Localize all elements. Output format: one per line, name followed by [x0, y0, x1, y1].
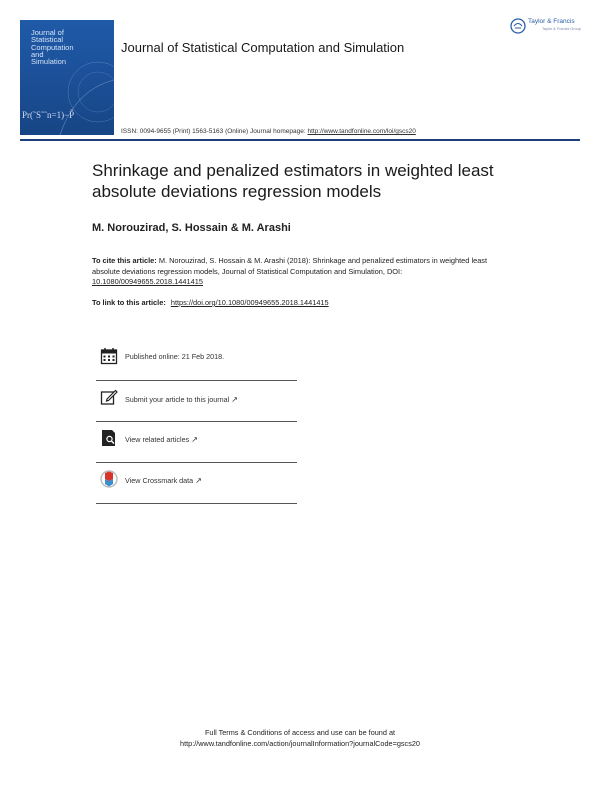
- publisher-logo-text: Taylor & Francis: [528, 18, 575, 25]
- article-doi-link[interactable]: https://doi.org/10.1080/00949655.2018.1441415: [170, 298, 329, 307]
- cover-title-line: Computation: [31, 42, 74, 52]
- external-link-icon: ↗: [195, 476, 202, 485]
- cover-title: [31, 29, 111, 65]
- submit-article-link[interactable]: [96, 381, 297, 422]
- journal-title: Journal of Statistical Computation and Simulation: [121, 40, 405, 55]
- footer-terms-text: Full Terms & Conditions of access and use can be found at: [204, 728, 396, 737]
- submit-article-text: Submit your article to this journal: [125, 395, 230, 404]
- publisher-logo-icon: [510, 18, 526, 34]
- cite-doi-link[interactable]: 10.1080/00949655.2018.1441415: [92, 277, 203, 287]
- cover-title-line: and: [31, 49, 44, 59]
- published-online-item: [96, 340, 297, 381]
- cite-text: M. Norouzirad, S. Hossain & M. Arashi (2018): Shrinkage and penalized estimators in weighted least absolute deviations regression models, Journal of Statistical Computation and Simulation, DOI:: [92, 256, 488, 276]
- cover-title-line: Statistical: [31, 35, 64, 45]
- link-label: To link to this article:: [92, 298, 166, 307]
- journal-homepage-link[interactable]: http://www.tandfonline.com/loi/gscs20: [307, 128, 416, 135]
- external-link-icon: ↗: [191, 435, 198, 444]
- cover-title-line: Simulation: [31, 57, 67, 67]
- external-link-icon: ↗: [231, 395, 238, 404]
- journal-cover-image: [20, 20, 114, 135]
- related-articles-text: View related articles: [125, 435, 190, 444]
- calendar-icon: [100, 347, 118, 365]
- issn-text: ISSN: 0094-9655 (Print) 1563-5163 (Online) Journal homepage:: [121, 128, 306, 135]
- issn-line: [121, 128, 416, 135]
- crossmark-label: [125, 476, 202, 485]
- crossmark-icon: [100, 470, 118, 488]
- cover-formula: Pr(˜S˜˜n=1)−P̃: [22, 110, 75, 120]
- edit-icon: [100, 388, 118, 406]
- related-articles-label: [125, 435, 198, 444]
- document-search-icon: [100, 429, 118, 447]
- citation-block: [92, 256, 512, 288]
- article-title: Shrinkage and penalized estimators in weighted least absolute deviations regression models: [92, 161, 494, 201]
- publisher-logo: [508, 16, 586, 38]
- article-link-line: [92, 298, 329, 307]
- article-authors: M. Norouzirad, S. Hossain & M. Arashi: [92, 222, 291, 234]
- cite-label: To cite this article:: [92, 256, 157, 265]
- cover-title-line: Journal of: [31, 28, 64, 37]
- header-divider: [20, 139, 580, 141]
- crossmark-text: View Crossmark data: [125, 476, 194, 485]
- crossmark-link[interactable]: [96, 463, 297, 504]
- publisher-logo-subtext: Taylor & Francis Group: [542, 27, 581, 31]
- published-online-label: Published online: 21 Feb 2018.: [125, 352, 225, 361]
- footer-terms-link[interactable]: http://www.tandfonline.com/action/journalInformation?journalCode=gscs20: [180, 739, 420, 748]
- related-articles-link[interactable]: [96, 422, 297, 463]
- divider: [96, 503, 297, 504]
- footer: [0, 727, 600, 749]
- submit-article-label: [125, 395, 238, 404]
